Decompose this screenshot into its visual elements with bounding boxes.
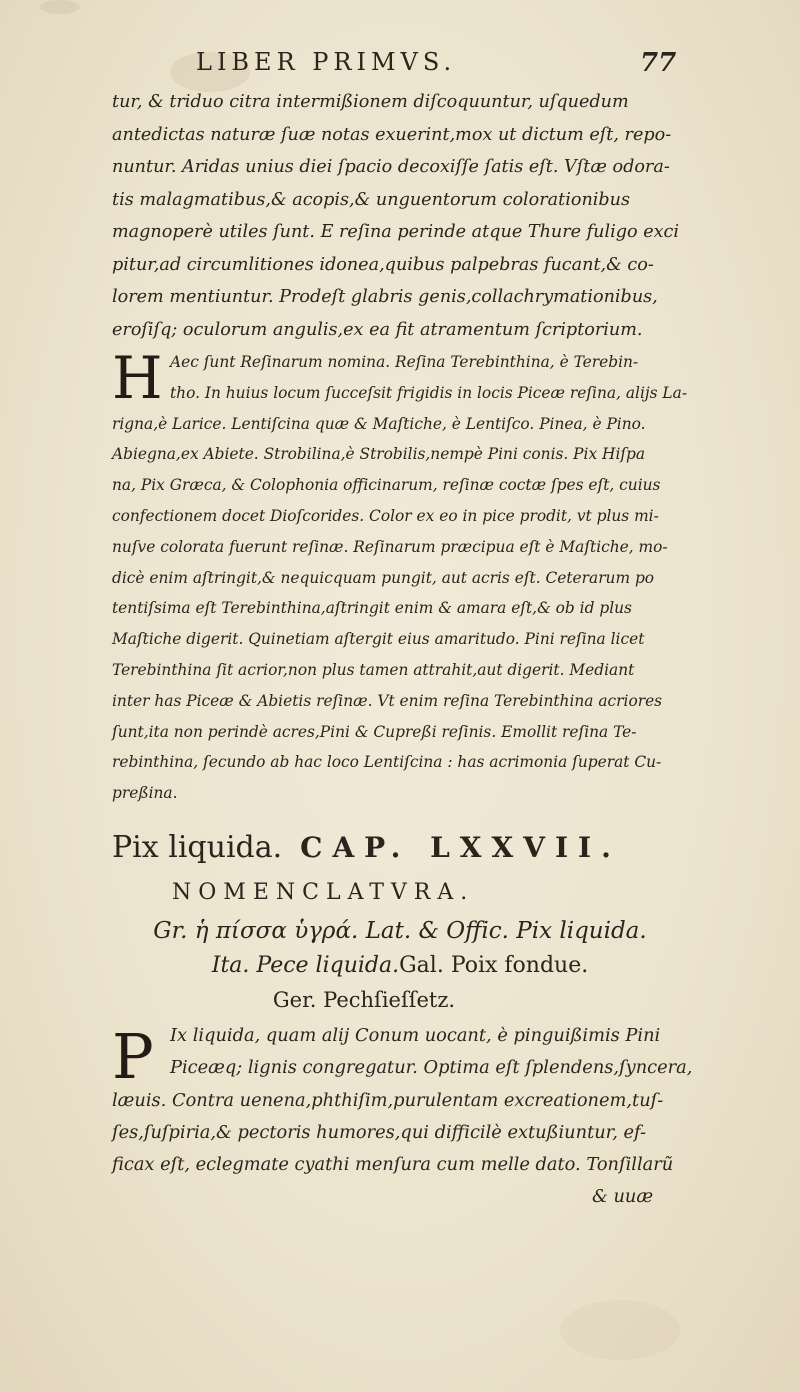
text-line: Aec ſunt Reſinarum nomina. Reſina Terebinthina, è Terebin- — [170, 353, 639, 371]
text-line: ſes,ſuſpiria,& pectoris humores,qui difficilè extußiuntur, ef- — [112, 1121, 647, 1143]
text-line: nuntur. Aridas unius diei ſpacio decoxiſſe ſatis eſt. Vſtæ odora- — [112, 157, 670, 177]
text-line: rigna,è Larice. Lentiſcina quæ & Maſtiche, è Lentiſco. Pinea, è Pino. — [112, 414, 646, 433]
text-line: tis malagmatibus,& acopis,& unguentorum colorationibus — [112, 189, 631, 210]
text-line: Terebinthina ſit acrior,non plus tamen attrahit,aut digerit. Mediant — [112, 660, 635, 679]
text-line: lorem mentiuntur. Prodeſt glabris genis,collachrymationibus, — [112, 287, 658, 307]
paragraph-pix-liquida — [112, 1020, 693, 1214]
name-french: Gal. Poix fondue. — [399, 953, 589, 978]
chapter-heading — [112, 830, 712, 865]
catchword: & uuæ — [592, 1186, 654, 1208]
text-line: dicè enim aſtringit,& nequicquam pungit, aut acris eſt. Ceterarum po — [112, 568, 655, 587]
text-line: Abiegna,ex Abiete. Strobilina,è Strobilis,nempè Pini conis. Pix Hiſpa — [112, 445, 646, 464]
text-line: antedictas naturæ ſuæ notas exuerint,mox ut dictum eſt, repo- — [112, 124, 672, 145]
text-line: Ix liquida, quam alij Conum uocant, è pinguißimis Pini — [170, 1025, 661, 1046]
text-line: eroſiſq; oculorum angulis,ex ea fit atramentum ſcriptorium. — [112, 319, 643, 340]
chapter-number: CAP. LXXVII. — [300, 831, 621, 864]
text-line: pitur,ad circumlitiones idonea,quibus palpebras fucant,& co- — [112, 254, 654, 275]
text-line: confectionem docet Dioſcorides. Color ex eo in pice prodit, vt plus mi- — [112, 506, 659, 525]
page-number: 77 — [640, 48, 677, 78]
text-line: ſunt,ita non perindè acres,Pini & Cupreßi reſinis. Emollit reſina Te- — [112, 722, 637, 741]
text-line: læuis. Contra uenena,phthiſim,purulentam excreationem,tuſ- — [112, 1089, 664, 1111]
names-greek-latin: Gr. ἡ πίσσα ὑγρά. Lat. & Offic. Pix liquida. — [153, 918, 647, 944]
drop-cap: H — [112, 344, 163, 412]
text-line: tur, & triduo citra intermißionem diſcoquuntur, uſquedum — [112, 92, 629, 112]
text-line: tho. In huius locum ſucceſsit frigidis in locis Piceæ reſina, alijs La- — [170, 383, 688, 402]
page-header — [0, 48, 800, 78]
text-line: Maſtiche digerit. Quinetiam aſtergit eius amaritudo. Pini reſina licet — [112, 630, 645, 649]
paragraph-continued — [112, 86, 682, 346]
chapter-title: Pix liquida. — [112, 830, 283, 865]
paper-stain — [560, 1300, 680, 1360]
text-line: inter has Piceæ & Abietis reſinæ. Vt enim reſina Terebinthina acriores — [112, 691, 663, 710]
running-title: LIBER PRIMVS. — [196, 48, 457, 76]
text-line: preßina. — [112, 784, 178, 803]
text-line: tentiſsima eſt Terebinthina,aſtringit enim & amara eſt,& ob id plus — [112, 599, 632, 618]
text-line: Piceæq; lignis congregatur. Optima eſt ſplendens,ſyncera, — [170, 1057, 693, 1079]
text-line: rebinthina, ſecundo ab hac loco Lentiſcina : has acrimonia ſuperat Cu- — [112, 753, 662, 772]
names-italian-french — [0, 953, 800, 978]
paper-stain — [40, 0, 80, 14]
name-german: Ger. Pechſieſſetz. — [272, 988, 456, 1012]
text-line: ficax eſt, eclegmate cyathi menſura cum melle dato. Tonſillarũ — [112, 1154, 674, 1176]
text-line: magnoperè utiles ſunt. E reſina perinde atque Thure fuligo exci — [112, 222, 680, 242]
text-line: nuſve colorata fuerunt reſinæ. Reſinarum præcipua eſt è Maſtiche, mo- — [112, 537, 668, 556]
name-italian: Ita. Pece liquida. — [211, 953, 400, 978]
text-line: na, Pix Græca, & Colophonia officinarum, reſinæ coctæ ſpes eſt, cuius — [112, 476, 661, 495]
paragraph-resin-names — [112, 344, 688, 809]
nomenclatura-heading: NOMENCLATVRA. — [172, 880, 475, 905]
drop-cap: P — [112, 1020, 154, 1093]
